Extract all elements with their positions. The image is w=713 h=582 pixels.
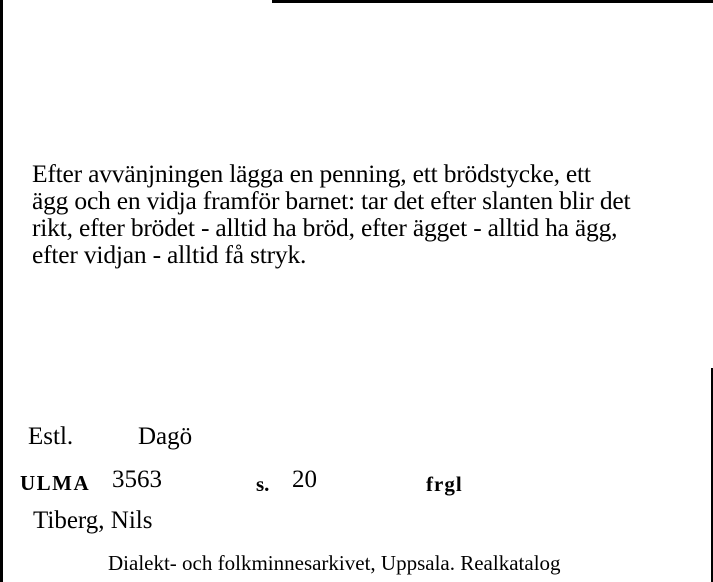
- card-text-line: rikt, efter brödet - alltid ha bröd, efter ägget - alltid ha ägg,: [32, 213, 618, 242]
- type-abbreviation: frgl: [426, 472, 463, 496]
- parish-label: Dagö: [138, 423, 193, 450]
- card-border-left: [0, 0, 3, 582]
- page-label: s.: [256, 472, 270, 496]
- card-body-text: [32, 160, 692, 268]
- region-label: Estl.: [28, 423, 74, 450]
- archive-footer: Dialekt- och folkminnesarkivet, Uppsala. Realkatalog: [108, 551, 561, 575]
- card-text-line: ägg och en vidja framför barnet: tar det efter slanten blir det: [32, 186, 631, 215]
- informant-name: Tiberg, Nils: [33, 507, 153, 534]
- card-text-line: efter vidjan - alltid få stryk.: [32, 240, 307, 269]
- card-border-top: [272, 0, 713, 3]
- page-number: 20: [292, 466, 317, 493]
- archive-code: ULMA: [20, 471, 91, 495]
- record-number: 3563: [112, 466, 162, 493]
- card-text-line: Efter avvänjningen lägga en penning, ett brödstycke, ett: [32, 159, 591, 188]
